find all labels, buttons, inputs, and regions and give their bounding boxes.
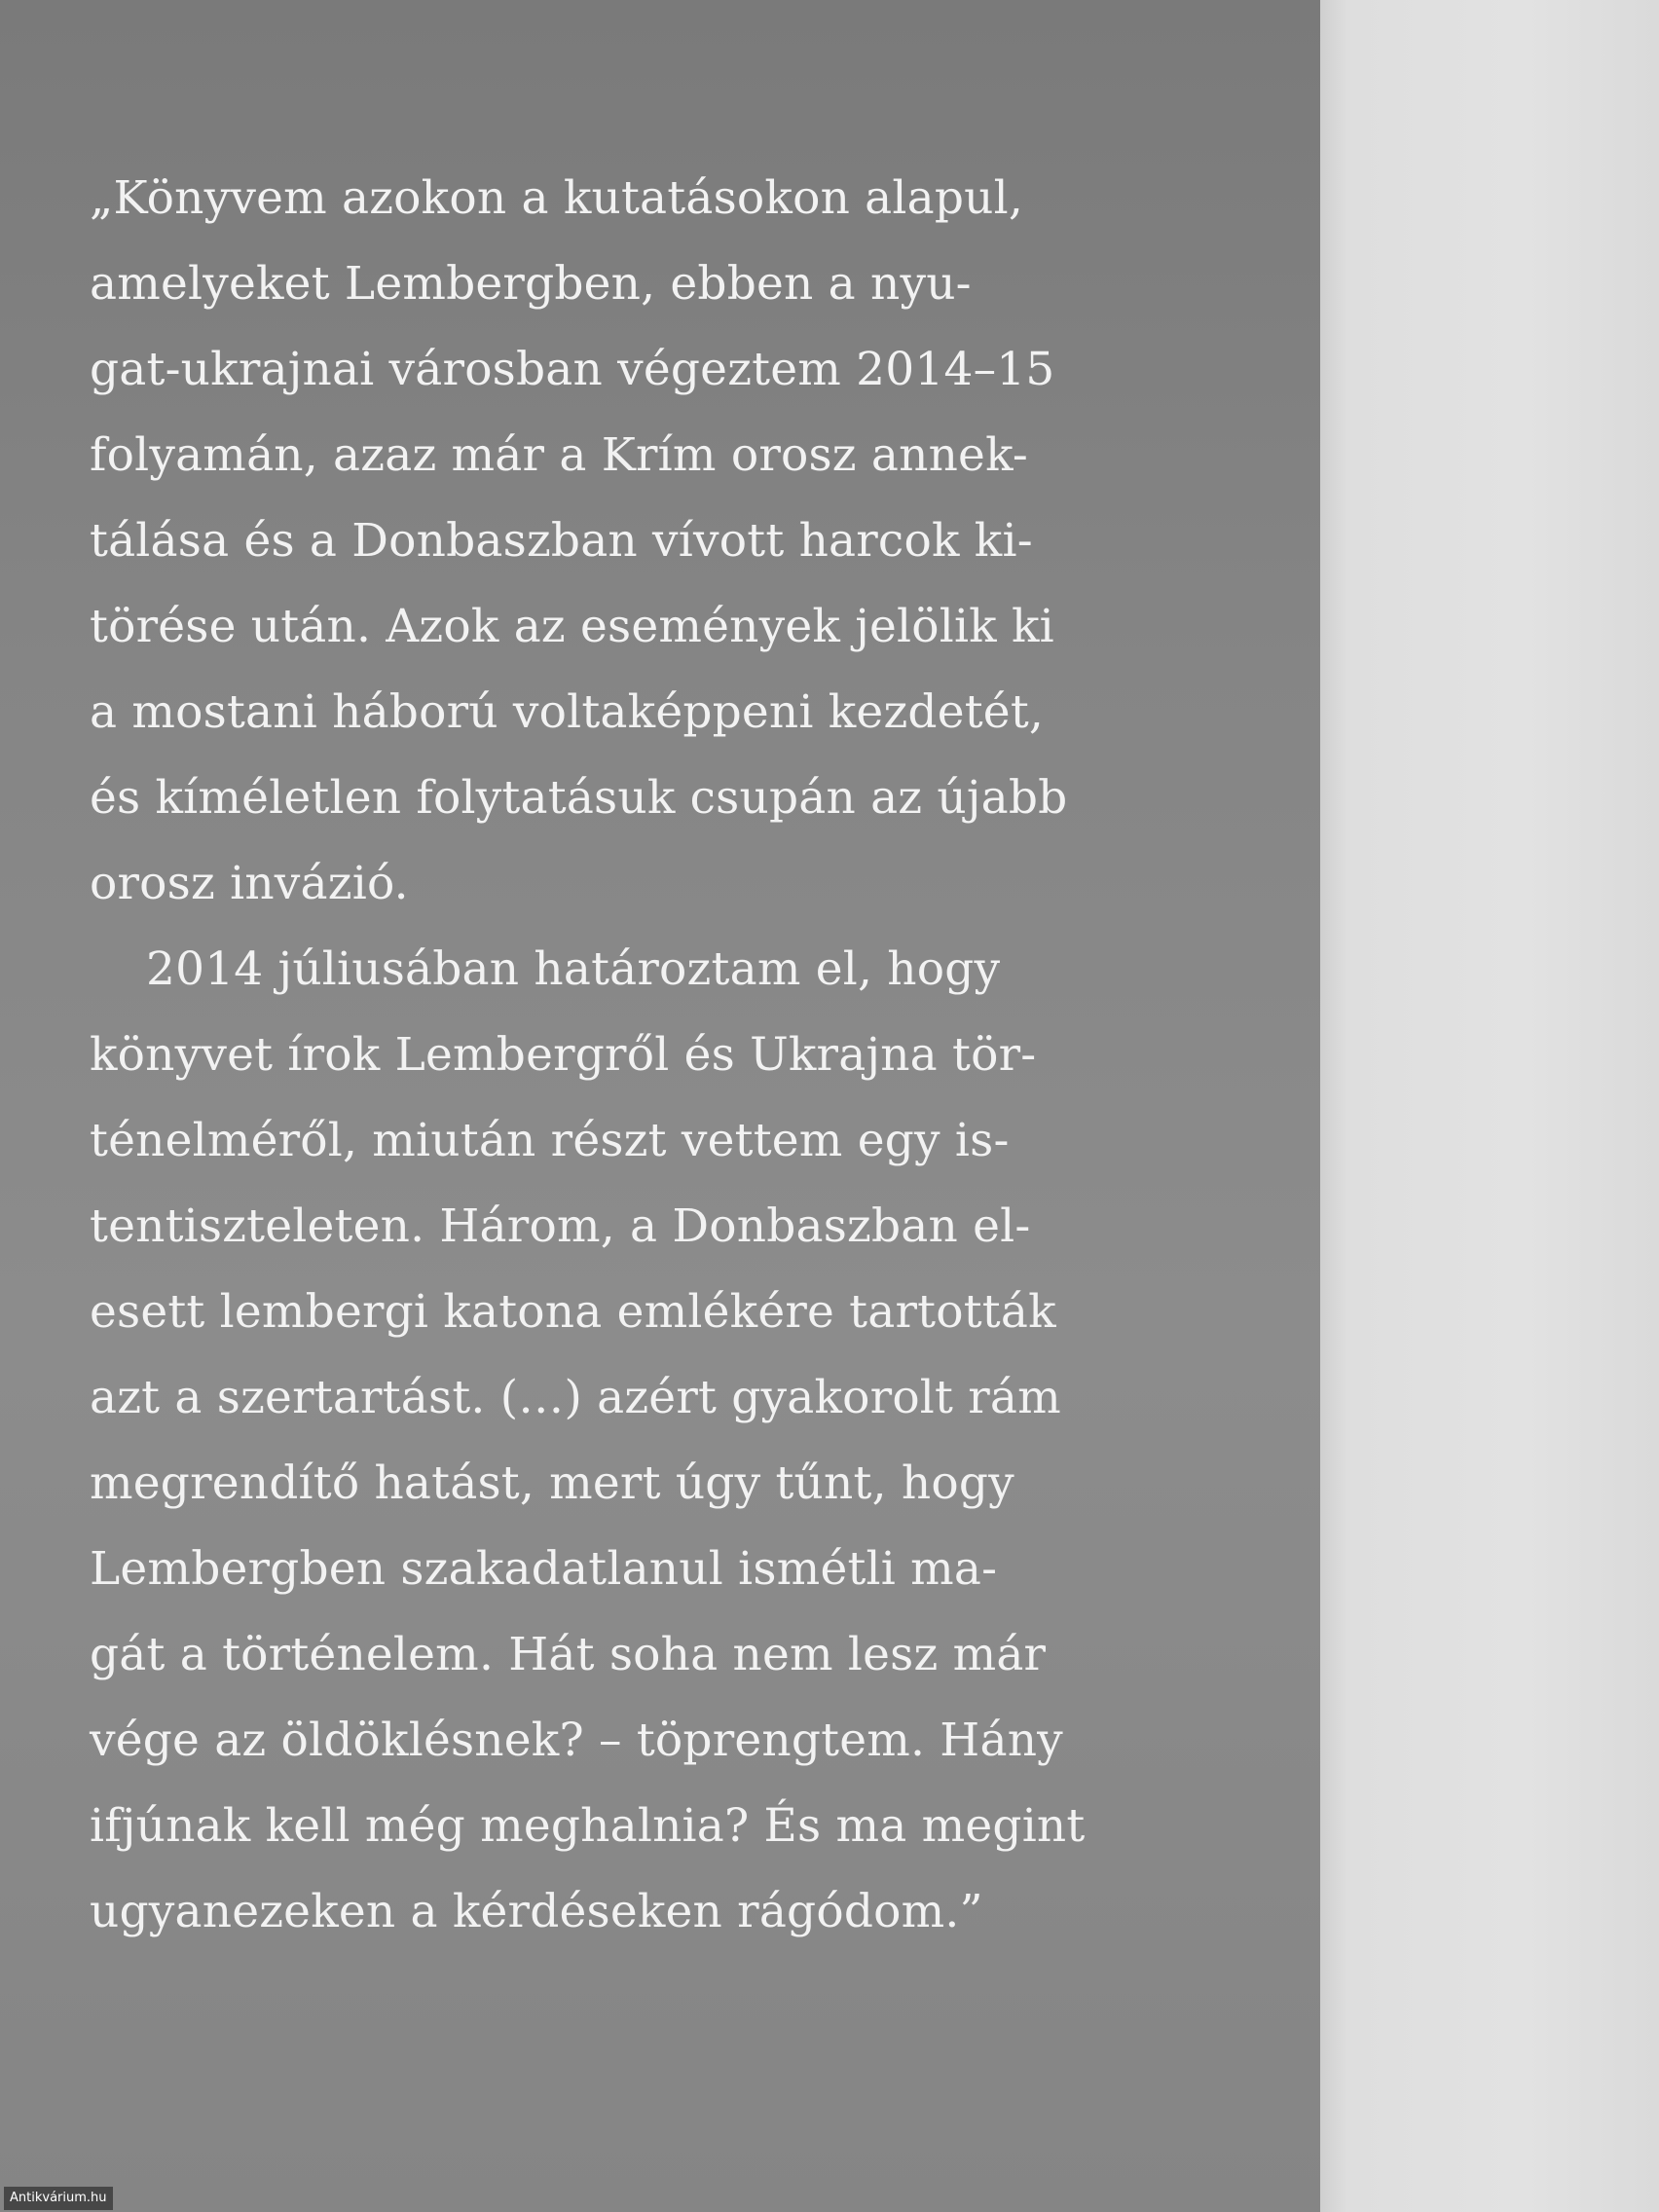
blurb-line: gat-ukrajnai városban végeztem 2014–15 <box>90 343 1055 396</box>
blurb-line: esett lembergi katona emlékére tartották <box>90 1285 1056 1339</box>
blurb-line: „Könyvem azokon a kutatásokon alapul, <box>90 171 1023 225</box>
blurb-paragraph-start: 2014 júliusában határoztam el, hogy <box>146 942 1001 996</box>
blurb-line: ugyanezeken a kérdéseken rágódom.” <box>90 1885 983 1938</box>
watermark: Antikvárium.hu <box>4 2187 113 2210</box>
blurb-line: azt a szertartást. (…) azért gyakorolt rám <box>90 1371 1061 1424</box>
page-edge-background <box>1320 0 1659 2212</box>
blurb-line: Lembergben szakadatlanul ismétli ma- <box>90 1542 998 1596</box>
blurb-line: könyvet írok Lembergről és Ukrajna tör- <box>90 1028 1037 1082</box>
blurb-line: a mostani háború voltaképpeni kezdetét, <box>90 685 1045 739</box>
blurb-line: gát a történelem. Hát soha nem lesz már <box>90 1628 1047 1681</box>
blurb-line: orosz invázió. <box>90 857 409 910</box>
blurb-line: megrendítő hatást, mert úgy tűnt, hogy <box>90 1456 1014 1510</box>
blurb-line: folyamán, azaz már a Krím orosz annek- <box>90 428 1029 482</box>
blurb-quote <box>90 156 1087 1955</box>
blurb-line: törése után. Azok az események jelölik ki <box>90 600 1054 653</box>
blurb-line: ténelméről, miután részt vettem egy is- <box>90 1114 1010 1167</box>
blurb-line: ifjúnak kell még meghalnia? És ma megint <box>90 1799 1086 1853</box>
blurb-line: amelyeket Lembergben, ebben a nyu- <box>90 257 972 311</box>
blurb-line: vége az öldöklésnek? – töprengtem. Hány <box>90 1714 1063 1767</box>
blurb-line: tálása és a Donbaszban vívott harcok ki- <box>90 514 1033 568</box>
blurb-line: tentiszteleten. Három, a Donbaszban el- <box>90 1199 1031 1253</box>
blurb-line: és kíméletlen folytatásuk csupán az újabb <box>90 771 1068 825</box>
